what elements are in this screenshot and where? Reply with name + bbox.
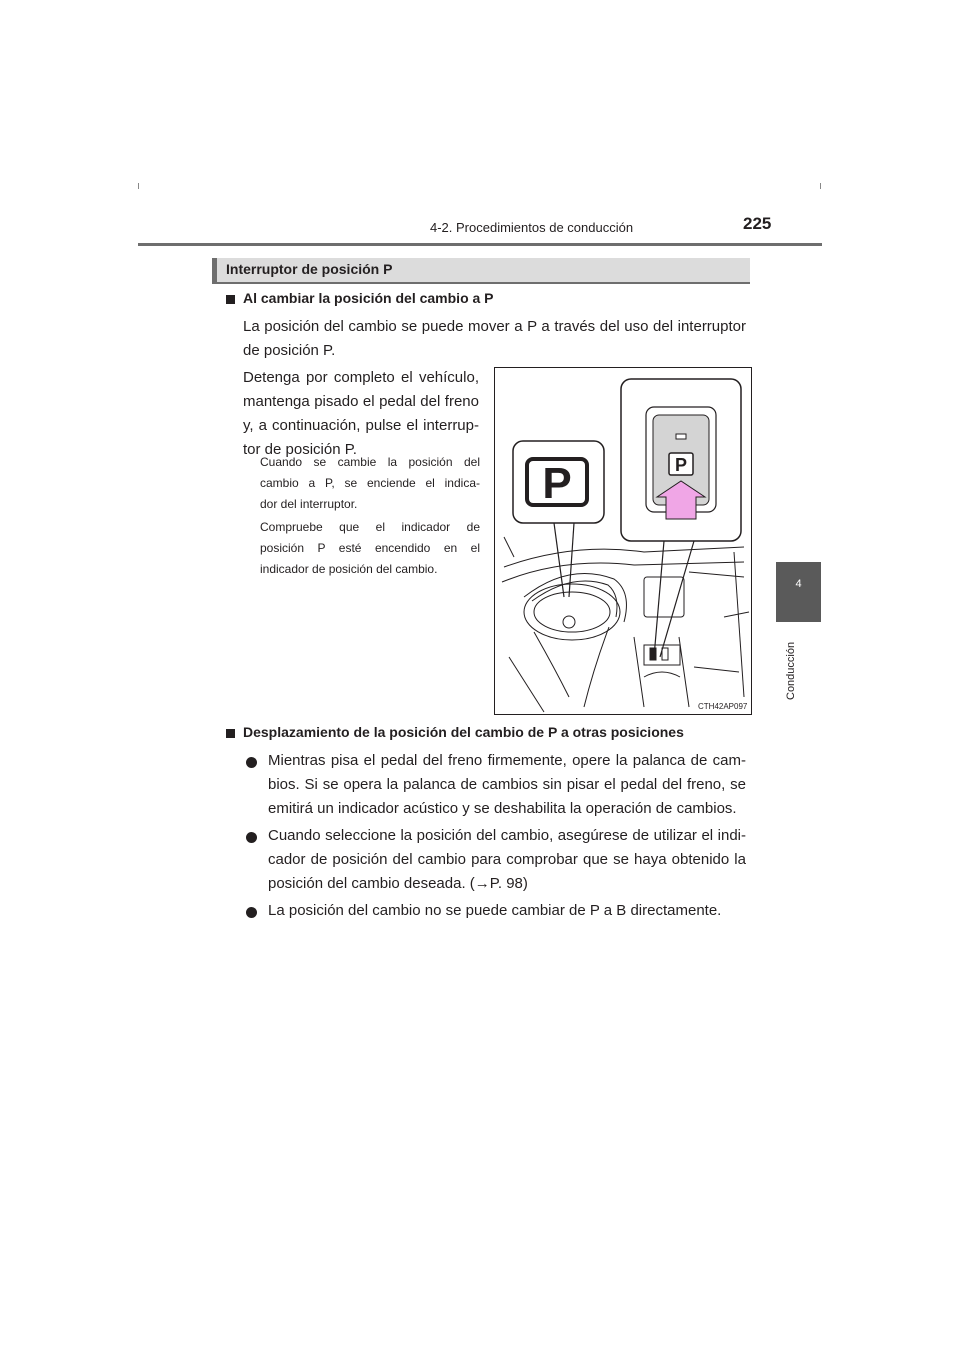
crop-mark-left [138,183,139,189]
section-title: Interruptor de posición P [226,261,393,277]
header-rule [138,243,822,246]
chapter-label [785,628,799,700]
subheading-shift-to-p: Al cambiar la posición del cambio a P [243,290,494,306]
note2-line-3: indicador de posición del cambio. [260,562,438,576]
section-title-marker [212,258,217,282]
para-line-2: mantenga pisado el pedal del freno [243,393,479,410]
note2-line-1: Compruebe que el indicador de [260,520,480,534]
para-line-1: Detenga por completo el vehículo, [243,369,479,386]
bullet1-line-2: bios. Si se opera la palanca de cambios sin pisar el pedal del freno, se [268,776,746,793]
bullet1-line-1: Mientras pisa el pedal del freno firmemente, opere la palanca de cam- [268,752,746,769]
p-switch-figure [494,367,752,715]
figure-code: CTH42AP097 [698,702,748,711]
p-indicator-lamp [676,434,686,439]
bullet-dot [246,757,257,768]
bullet1-line-3: emitirá un indicador acústico y se deshabilita la operación de cambios. [268,800,737,817]
crop-mark-right [820,183,821,189]
para-line-3: y, a continuación, pulse el interrup- [243,417,479,434]
subheading-shift-from-p: Desplazamiento de la posición del cambio de P a otras posiciones [243,724,684,740]
note2-line-2: posición P esté encendido en el [260,541,480,555]
bullet3-line-1: La posición del cambio no se puede cambiar de P a B directamente. [268,902,722,919]
p-button-large-label: P [542,459,572,508]
bullet-dot [246,907,257,918]
chapter-label-text: Conducción [785,641,797,700]
chapter-tab [776,562,821,622]
intro-line-1: La posición del cambio se puede mover a P a través del uso del interruptor [243,318,746,335]
running-header-section: 4-2. Procedimientos de conducción [430,220,634,235]
p-button-small-label: P [674,455,688,475]
bullet2-line-3: posición del cambio deseada. (→P. 98) [268,875,528,892]
para-line-4: tor de posición P. [243,441,357,458]
bullet2-line-1: Cuando seleccione la posición del cambio, asegúrese de utilizar el indi- [268,827,746,844]
heading-square-bullet [226,729,235,738]
note1-line-2: cambio a P, se enciende el indica- [260,476,480,490]
bullet2-line-2: cador de posición del cambio para comprobar que se haya obtenido la [268,851,746,868]
note1-line-3: dor del interruptor. [260,497,358,511]
bullet-dot [246,832,257,843]
chapter-number: 4 [795,578,802,590]
page-number: 225 [743,214,772,233]
note1-line-1: Cuando se cambie la posición del [260,455,480,469]
heading-square-bullet [226,295,235,304]
intro-line-2: de posición P. [243,342,336,359]
